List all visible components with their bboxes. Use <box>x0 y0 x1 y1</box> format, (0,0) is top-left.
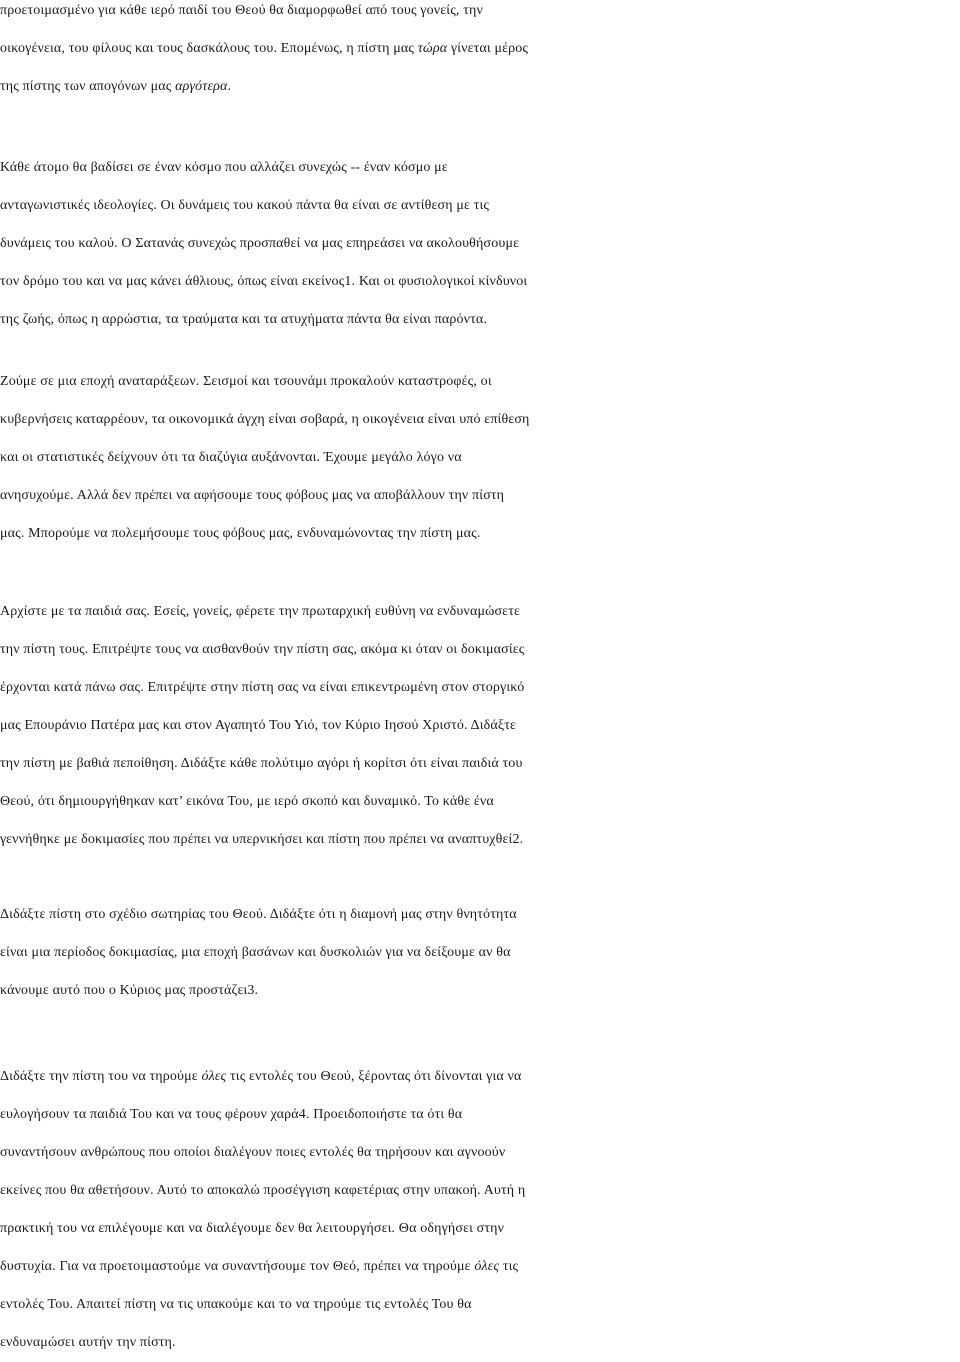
text-line <box>0 707 960 745</box>
text-run: Αρχίστε με τα παιδιά σας. Εσείς, γονείς, φέρετε την πρωταρχική ευθύνη να ενδυναμώσετε <box>0 604 521 619</box>
paragraph-plan-of-salvation <box>0 896 960 1010</box>
text-line <box>0 972 960 1010</box>
text-line <box>0 1096 960 1134</box>
emphasis-now: τώρα <box>417 41 448 56</box>
text-line <box>0 745 960 783</box>
text-run: Κάθε άτομο θα βαδίσει σε έναν κόσμο που αλλάζει συνεχώς -- έναν κόσμο με <box>0 160 448 175</box>
text-line <box>0 896 960 934</box>
text-run: τις <box>499 1259 519 1274</box>
text-run: και οι στατιστικές δείχνουν ότι τα διαζύγια αυξάνονται. Έχουμε μεγάλο λόγο να <box>0 450 462 465</box>
text-run: Θεού, ότι δημιουργήθηκαν κατ’ εικόνα Του, με ιερό σκοπό και δυναμικό. Το κάθε ένα <box>0 794 494 809</box>
text-run: έρχονται κατά πάνω σας. Επιτρέψτε στην πίστη σας να είναι επικεντρωμένη στον στοργικό <box>0 680 525 695</box>
text-line <box>0 68 960 106</box>
text-run: γίνεται μέρος <box>447 41 529 56</box>
text-line <box>0 669 960 707</box>
text-line <box>0 1172 960 1210</box>
text-run: δυνάμεις του καλού. Ο Σατανάς συνεχώς προσπαθεί να μας επηρεάσει να ακολουθήσουμε <box>0 236 520 251</box>
text-run: συναντήσουν ανθρώπους που οποίοι διαλέγουν ποιες εντολές θα τηρήσουν και αγνοούν <box>0 1145 506 1160</box>
text-run: την πίστη με βαθιά πεποίθηση. Διδάξτε κάθε πολύτιμο αγόρι ή κορίτσι ότι είναι παιδιά του <box>0 756 523 771</box>
emphasis-later: αργότερα <box>175 79 228 94</box>
text-line <box>0 1286 960 1324</box>
text-run: ανταγωνιστικές ιδεολογίες. Οι δυνάμεις του κακού πάντα θα είναι σε αντίθεση με τις <box>0 198 490 213</box>
text-line <box>0 1134 960 1172</box>
text-line <box>0 477 960 515</box>
paragraph-turbulent-times <box>0 363 960 553</box>
text-line <box>0 1058 960 1096</box>
text-run: εντολές Του. Απαιτεί πίστη να τις υπακούμε και το να τηρούμε τις εντολές Του θα <box>0 1297 472 1312</box>
text-run: κυβερνήσεις καταρρέουν, τα οικονομικά άγχη είναι σοβαρά, η οικογένεια είναι υπό επίθεση <box>0 412 530 427</box>
text-run: γεννήθηκε με δοκιμασίες που πρέπει να υπερνικήσει και πίστη που πρέπει να αναπτυχθεί2. <box>0 832 524 847</box>
text-line <box>0 439 960 477</box>
text-run: είναι μια περίοδος δοκιμασίας, μια εποχή βασάνων και δυσκολιών για να δείξουμε αν θα <box>0 945 511 960</box>
text-run: κάνουμε αυτό που ο Κύριος μας προστάζει3. <box>0 983 259 998</box>
text-line <box>0 515 960 553</box>
text-run: Διδάξτε πίστη στο σχέδιο σωτηρίας του Θεού. Διδάξτε ότι η διαμονή μας στην θνητότητα <box>0 907 517 922</box>
text-run: Ζούμε σε μια εποχή αναταράξεων. Σεισμοί και τσουνάμι προκαλούν καταστροφές, οι <box>0 374 492 389</box>
text-line <box>0 934 960 972</box>
emphasis-all: όλες <box>201 1069 227 1084</box>
text-line <box>0 1210 960 1248</box>
text-run: της ζωής, όπως η αρρώστια, τα τραύματα και τα ατυχήματα πάντα θα είναι παρόντα. <box>0 312 488 327</box>
text-line <box>0 593 960 631</box>
text-run: εκείνες που θα αθετήσουν. Αυτό το αποκαλώ προσέγγιση καφετέριας στην υπακοή. Αυτή η <box>0 1183 526 1198</box>
emphasis-all: όλες <box>474 1259 500 1274</box>
text-line <box>0 225 960 263</box>
text-run: μας Επουράνιο Πατέρα μας και στον Αγαπητό Του Υιό, τον Κύριο Ιησού Χριστό. Διδάξτε <box>0 718 517 733</box>
paragraph-changing-world <box>0 149 960 339</box>
text-line <box>0 631 960 669</box>
text-line <box>0 1248 960 1286</box>
text-run: ανησυχούμε. Αλλά δεν πρέπει να αφήσουμε τους φόβους μας να αποβάλλουν την πίστη <box>0 488 505 503</box>
text-run: ενδυναμώσει αυτήν την πίστη. <box>0 1335 176 1350</box>
text-line <box>0 30 960 68</box>
text-run: οικογένεια, του φίλους και τους δασκάλους του. Επομένως, η πίστη μας <box>0 41 418 56</box>
text-run: τις εντολές του Θεού, ξέροντας ότι δίνονται για να <box>226 1069 522 1084</box>
text-line <box>0 401 960 439</box>
text-run: ευλογήσουν τα παιδιά Του και να τους φέρουν χαρά4. Προειδοποιήστε τα ότι θα <box>0 1107 463 1122</box>
text-run: τον δρόμο του και να μας κάνει άθλιους, όπως είναι εκείνος1. Και οι φυσιολογικοί κίνδυνοι <box>0 274 528 289</box>
text-run: πρακτική του να επιλέγουμε και να διαλέγουμε δεν θα λειτουργήσει. Θα οδηγήσει στην <box>0 1221 505 1236</box>
text-line <box>0 363 960 401</box>
text-line <box>0 821 960 859</box>
paragraph-keep-all-commandments <box>0 1058 960 1362</box>
text-line <box>0 263 960 301</box>
text-line <box>0 1324 960 1362</box>
text-run: μας. Μπορούμε να πολεμήσουμε τους φόβους μας, ενδυναμώνοντας την πίστη μας. <box>0 526 481 541</box>
text-run: προετοιμασμένο για κάθε ιερό παιδί του Θεού θα διαμορφωθεί από τους γονείς, την <box>0 3 483 18</box>
text-run: . <box>227 79 232 94</box>
text-run: της πίστης των απογόνων μας <box>0 79 176 94</box>
paragraph-raising-children-faith <box>0 0 960 106</box>
paragraph-start-with-children <box>0 593 960 859</box>
text-line <box>0 0 960 30</box>
text-run: δυστυχία. Για να προετοιμαστούμε να συναντήσουμε τον Θεό, πρέπει να τηρούμε <box>0 1259 475 1274</box>
text-run: Διδάξτε την πίστη του να τηρούμε <box>0 1069 202 1084</box>
text-line <box>0 187 960 225</box>
text-line <box>0 301 960 339</box>
text-line <box>0 149 960 187</box>
text-run: την πίστη τους. Επιτρέψτε τους να αισθανθούν την πίστη σας, ακόμα κι όταν οι δοκιμασίες <box>0 642 525 657</box>
text-line <box>0 783 960 821</box>
